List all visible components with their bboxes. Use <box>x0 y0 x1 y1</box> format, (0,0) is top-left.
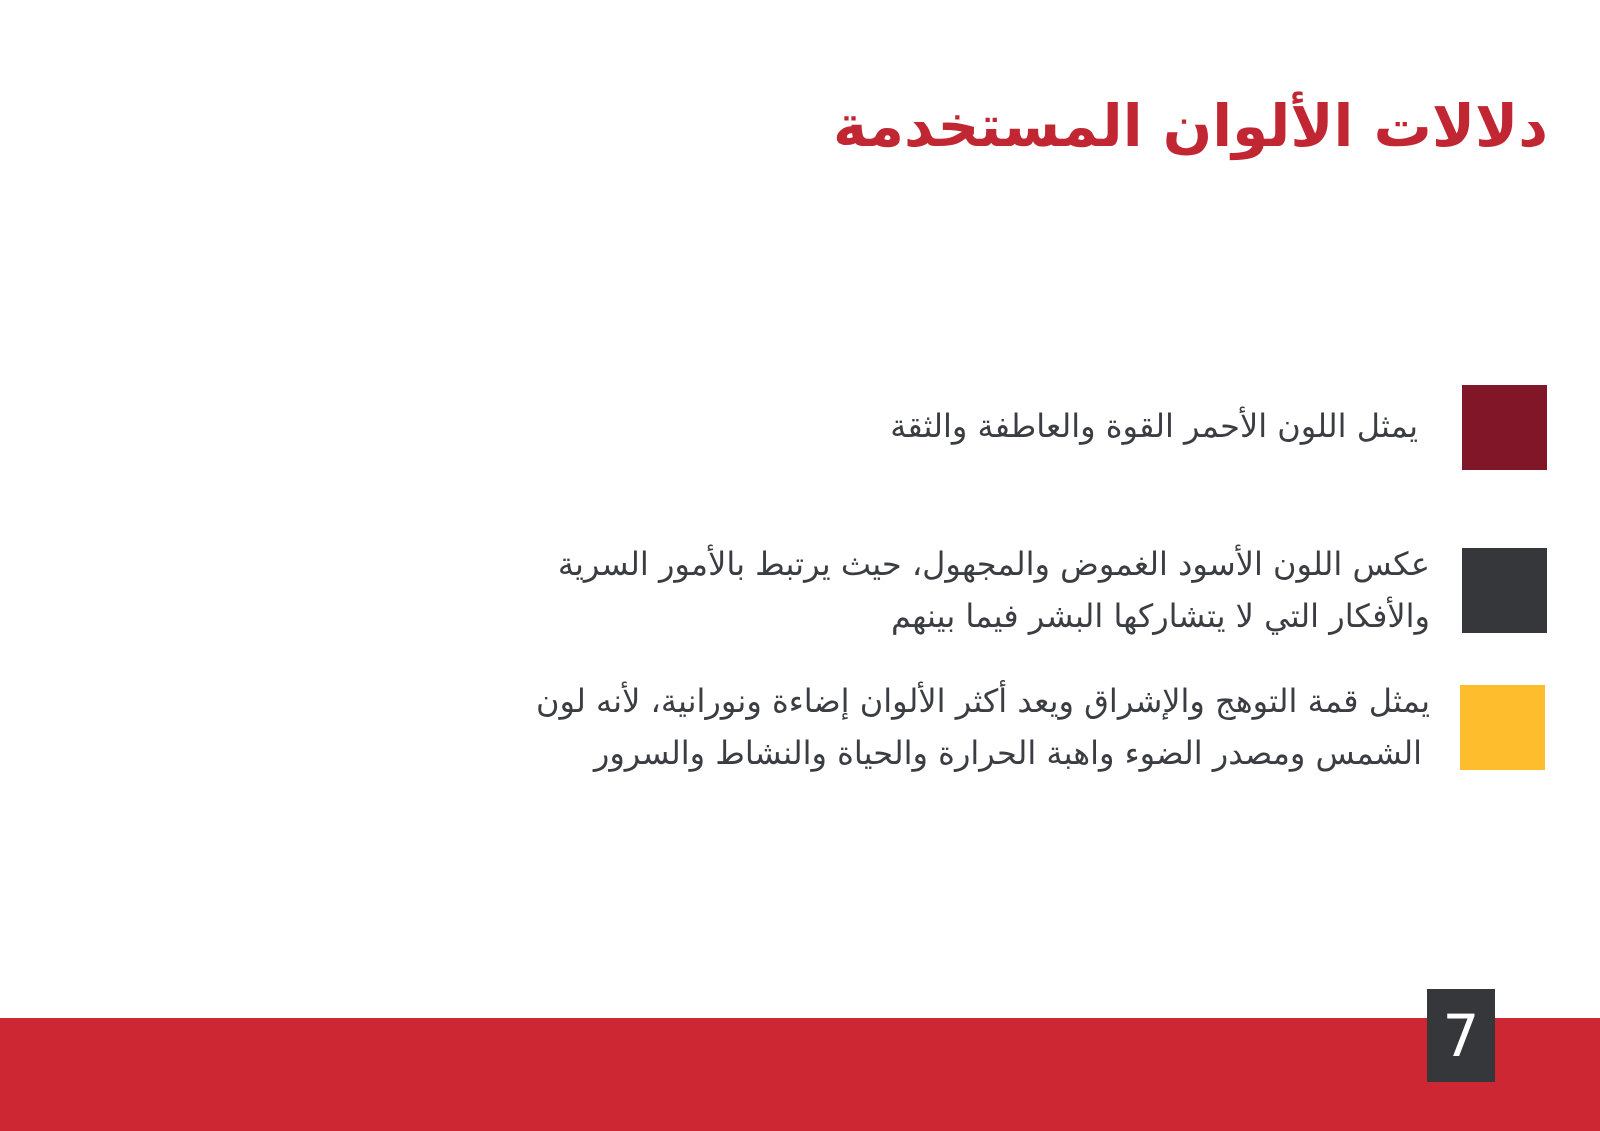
yellow-description-line-2: الشمس ومصدر الضوء واهبة الحرارة والحياة والنشاط والسرور <box>593 734 1422 772</box>
page-title: دلالات الألوان المستخدمة <box>832 92 1548 160</box>
yellow-description-line-1: يمثل قمة التوهج والإشراق ويعد أكثر الألوان إضاءة ونورانية، لأنه لون <box>536 682 1430 720</box>
yellow-color-swatch <box>1460 685 1545 770</box>
red-description-line-1: يمثل اللون الأحمر القوة والعاطفة والثقة <box>890 407 1418 445</box>
black-color-swatch <box>1462 548 1547 633</box>
page-number: 7 <box>1427 989 1495 1082</box>
yellow-color-description <box>536 675 1430 779</box>
black-color-description <box>558 538 1430 642</box>
red-color-swatch <box>1462 385 1547 470</box>
black-description-line-1: عكس اللون الأسود الغموض والمجهول، حيث يرتبط بالأمور السرية <box>557 545 1430 583</box>
black-description-line-2: والأفكار التي لا يتشاركها البشر فيما بينهم <box>890 597 1430 635</box>
red-color-description <box>890 400 1418 452</box>
footer-band <box>0 1018 1600 1131</box>
